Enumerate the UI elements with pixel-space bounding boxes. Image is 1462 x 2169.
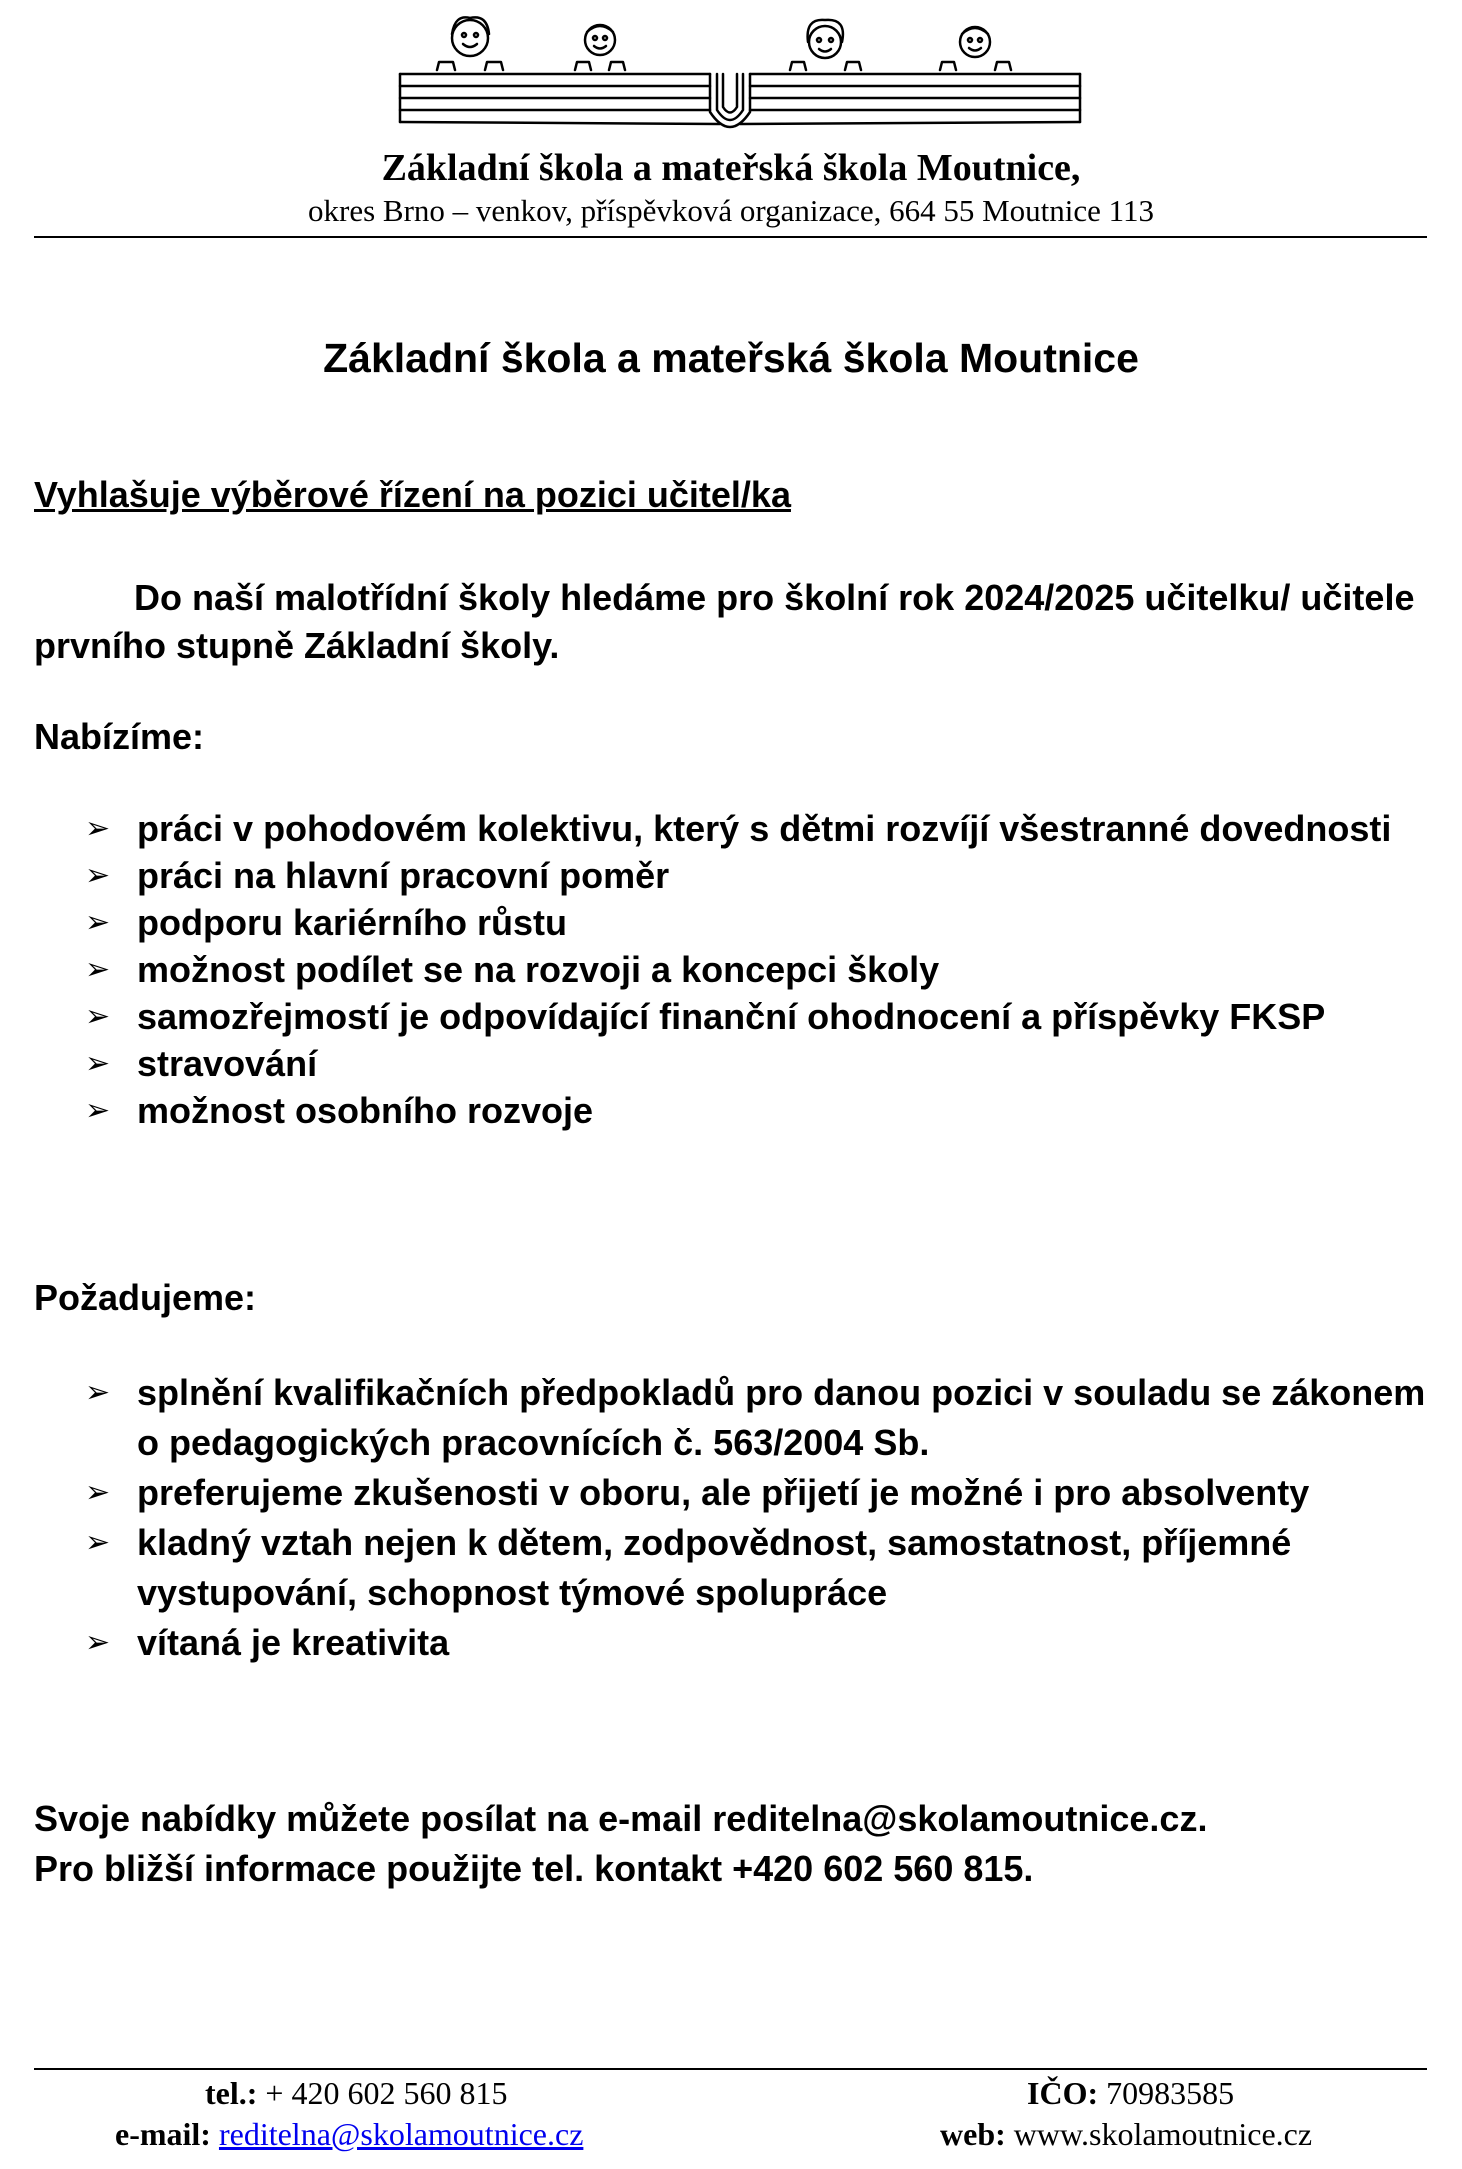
footer-phone-value: + 420 602 560 815 xyxy=(265,2075,508,2111)
arrow-bullet-icon: ➢ xyxy=(85,952,111,987)
list-item-text: splnění kvalifikačních předpokladů pro danou pozici v souladu se zákonem o pedagogických pracovnících č. 563/2004 Sb. xyxy=(137,1372,1426,1463)
letterhead-school-name: Základní škola a mateřská škola Moutnice, xyxy=(381,147,1081,189)
footer-email-link[interactable]: reditelna@skolamoutnice.cz xyxy=(218,2116,584,2152)
list-item-text: vítaná je kreativita xyxy=(137,1622,450,1663)
footer-phone xyxy=(205,2073,507,2113)
offer-list xyxy=(85,805,1430,1134)
list-item xyxy=(85,1087,1430,1134)
requirements-heading: Požadujeme: xyxy=(34,1277,257,1318)
list-item xyxy=(85,1618,1430,1668)
offer-heading: Nabízíme: xyxy=(34,716,205,757)
footer-email xyxy=(115,2114,583,2154)
list-item-text: možnost osobního rozvoje xyxy=(137,1090,593,1131)
list-item-text: podporu kariérního růstu xyxy=(137,902,568,943)
footer-divider xyxy=(34,2068,1427,2070)
list-item-text: možnost podílet se na rozvoji a koncepci školy xyxy=(137,949,940,990)
requirements-list xyxy=(85,1368,1430,1668)
intro-paragraph xyxy=(34,574,1434,670)
document-title: Základní škola a mateřská škola Moutnice xyxy=(323,335,1139,381)
header-divider xyxy=(34,236,1427,238)
footer-web xyxy=(940,2114,1312,2154)
list-item xyxy=(85,805,1430,852)
footer-web-value: www.skolamoutnice.cz xyxy=(1013,2116,1313,2152)
list-item xyxy=(85,1518,1430,1618)
contact-paragraph xyxy=(34,1794,1434,1894)
intro-text: Do naší malotřídní školy hledáme pro školní rok 2024/2025 učitelku/ učitele prvního stupně Základní školy. xyxy=(34,577,1415,666)
arrow-bullet-icon: ➢ xyxy=(85,811,111,846)
arrow-bullet-icon: ➢ xyxy=(85,858,111,893)
arrow-bullet-icon: ➢ xyxy=(85,1093,111,1128)
footer-web-label: web: xyxy=(940,2116,1006,2152)
arrow-bullet-icon: ➢ xyxy=(85,905,111,940)
arrow-bullet-icon: ➢ xyxy=(85,1046,111,1081)
document-subject: Vyhlašuje výběrové řízení na pozici učitel/ka xyxy=(34,474,791,515)
contact-line-email: Svoje nabídky můžete posílat na e-mail reditelna@skolamoutnice.cz. xyxy=(34,1798,1208,1839)
arrow-bullet-icon: ➢ xyxy=(85,1375,111,1410)
footer-ico-value: 70983585 xyxy=(1106,2075,1235,2111)
list-item xyxy=(85,852,1430,899)
children-over-book-logo-icon xyxy=(395,12,1085,142)
list-item xyxy=(85,993,1430,1040)
footer-phone-label: tel.: xyxy=(205,2075,258,2111)
list-item-text: kladný vztah nejen k dětem, zodpovědnost, samostatnost, příjemné vystupování, schopnost týmové spolupráce xyxy=(137,1522,1292,1613)
list-item-text: samozřejmostí je odpovídající finanční ohodnocení a příspěvky FKSP xyxy=(137,996,1326,1037)
footer-ico-label: IČO: xyxy=(1027,2075,1099,2111)
list-item xyxy=(85,946,1430,993)
arrow-bullet-icon: ➢ xyxy=(85,999,111,1034)
list-item-text: práci v pohodovém kolektivu, který s dětmi rozvíjí všestranné dovednosti xyxy=(137,808,1392,849)
list-item xyxy=(85,1368,1430,1468)
footer-email-label: e-mail: xyxy=(115,2116,211,2152)
arrow-bullet-icon: ➢ xyxy=(85,1475,111,1510)
arrow-bullet-icon: ➢ xyxy=(85,1625,111,1660)
contact-line-phone: Pro bližší informace použijte tel. kontakt +420 602 560 815. xyxy=(34,1848,1034,1889)
list-item-text: práci na hlavní pracovní poměr xyxy=(137,855,670,896)
list-item xyxy=(85,899,1430,946)
list-item xyxy=(85,1040,1430,1087)
list-item xyxy=(85,1468,1430,1518)
letterhead-address: okres Brno – venkov, příspěvková organizace, 664 55 Moutnice 113 xyxy=(308,193,1154,228)
list-item-text: stravování xyxy=(137,1043,318,1084)
list-item-text: preferujeme zkušenosti v oboru, ale přijetí je možné i pro absolventy xyxy=(137,1472,1310,1513)
footer-ico xyxy=(1027,2073,1234,2113)
arrow-bullet-icon: ➢ xyxy=(85,1525,111,1560)
